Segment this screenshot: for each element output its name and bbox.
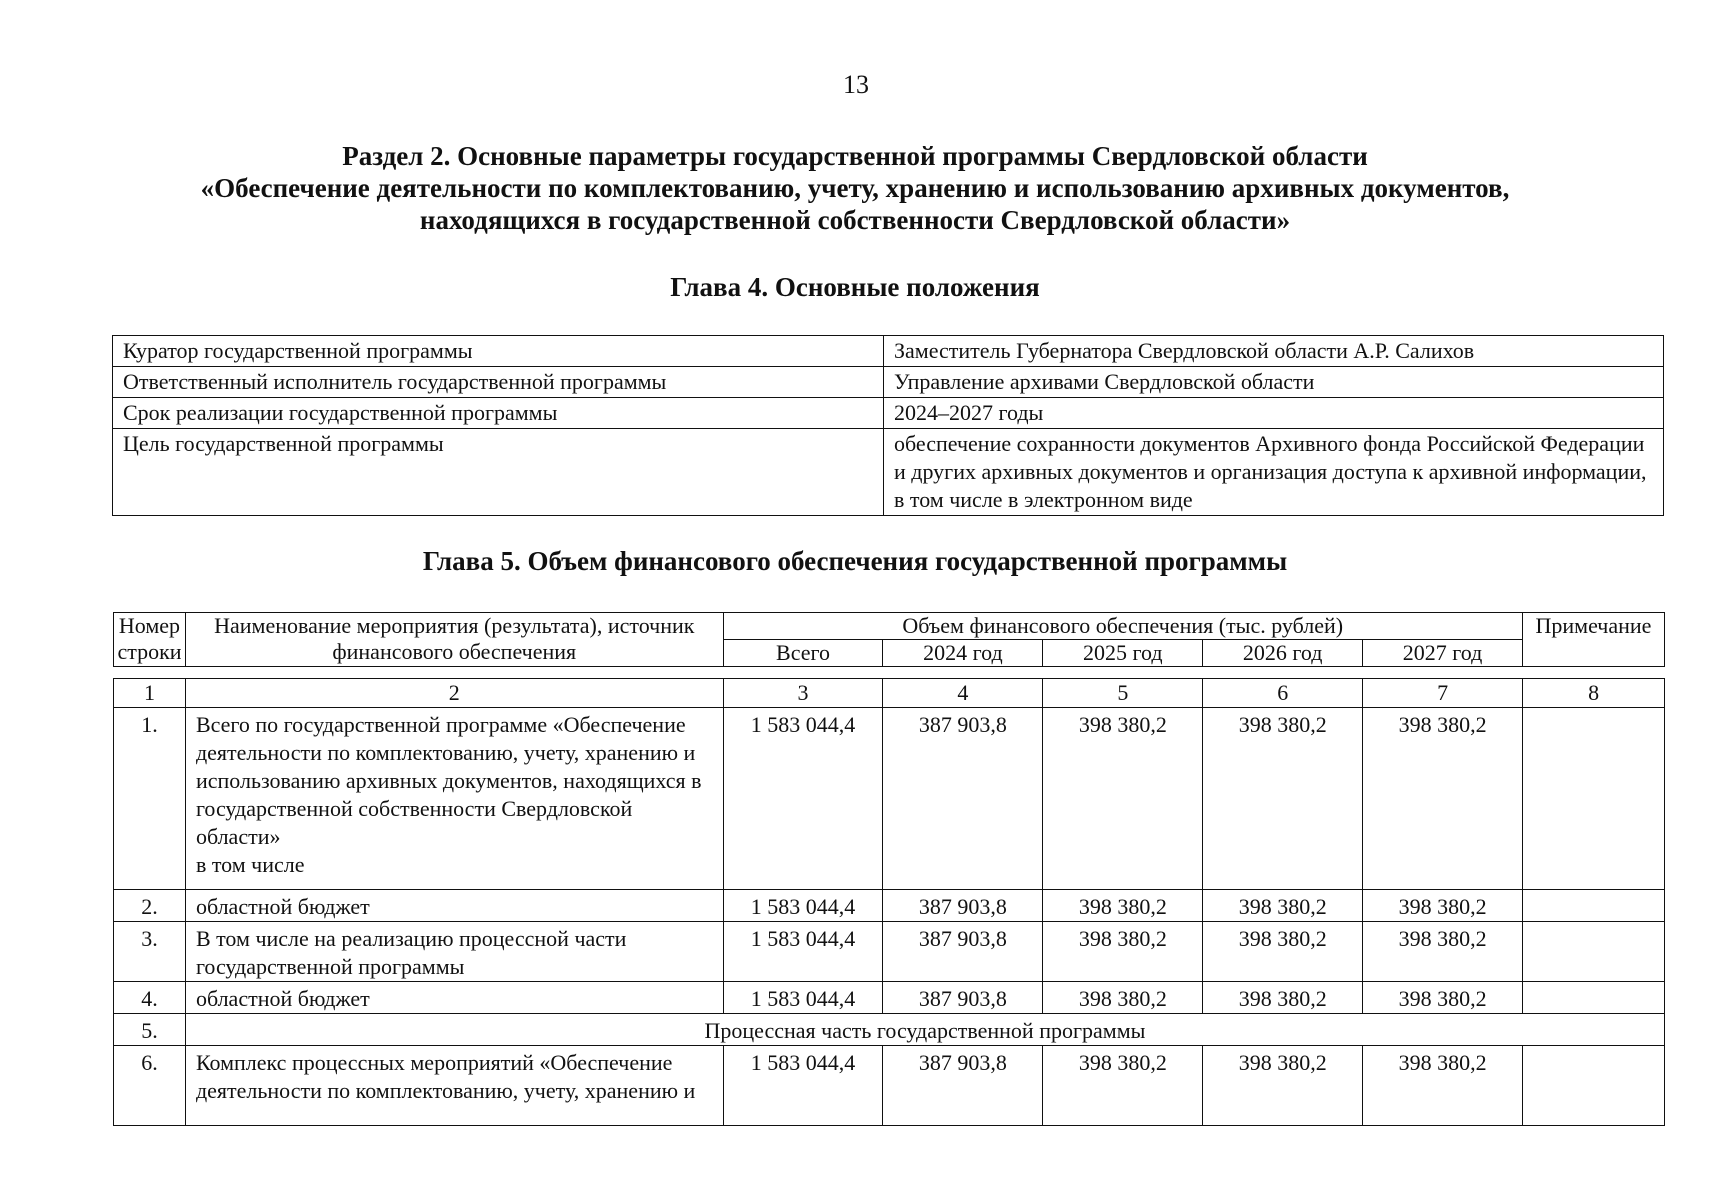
column-numbers-row [114, 679, 1665, 708]
row-number: 3. [114, 922, 186, 982]
section-span-title: Процессная часть государственной программы [185, 1014, 1664, 1046]
provision-value: обеспечение сохранности документов Архивного фонда Российской Федерации и других архивных документов и организация доступа к архивной информации, в том числе в электронном виде [884, 429, 1664, 516]
header-2027: 2027 год [1363, 640, 1523, 667]
provision-label: Цель государственной программы [113, 429, 884, 516]
financing-row [114, 708, 1665, 890]
page-number: 13 [843, 70, 869, 99]
value-total: 1 583 044,4 [723, 922, 883, 982]
row-number: 4. [114, 982, 186, 1014]
financing-row [114, 982, 1665, 1014]
value-y2027: 398 380,2 [1363, 922, 1523, 982]
note [1523, 982, 1665, 1014]
column-number: 7 [1363, 679, 1523, 708]
value-y2027: 398 380,2 [1363, 890, 1523, 922]
header-volume: Объем финансового обеспечения (тыс. рублей) [723, 613, 1522, 640]
financing-row [114, 890, 1665, 922]
note [1523, 1046, 1665, 1126]
value-total: 1 583 044,4 [723, 708, 883, 890]
chapter-4-title: Глава 4. Основные положения [670, 272, 1040, 302]
column-number: 4 [883, 679, 1043, 708]
measure-name-line: областной бюджет [195, 986, 370, 1011]
section-title-line: Раздел 2. Основные параметры государственной программы Свердловской области [342, 141, 1368, 171]
header-2025: 2025 год [1043, 640, 1203, 667]
provision-value: 2024–2027 годы [884, 398, 1664, 429]
value-y2024: 387 903,8 [883, 982, 1043, 1014]
measure-name [185, 708, 723, 890]
value-y2027: 398 380,2 [1363, 982, 1523, 1014]
row-number: 6. [114, 1046, 186, 1126]
value-y2025: 398 380,2 [1043, 1046, 1203, 1126]
value-y2026: 398 380,2 [1203, 890, 1363, 922]
provision-value: Управление архивами Свердловской области [884, 367, 1664, 398]
header-total: Всего [723, 640, 883, 667]
financing-table-header [113, 612, 1665, 667]
measure-name [185, 890, 723, 922]
value-y2025: 398 380,2 [1043, 982, 1203, 1014]
value-y2027: 398 380,2 [1363, 1046, 1523, 1126]
provision-value: Заместитель Губернатора Свердловской области А.Р. Салихов [884, 336, 1664, 367]
note [1523, 890, 1665, 922]
value-y2025: 398 380,2 [1043, 922, 1203, 982]
column-number: 8 [1523, 679, 1665, 708]
column-number: 3 [723, 679, 883, 708]
measure-name-line: областной бюджет [195, 894, 370, 919]
section-title-line: находящихся в государственной собственности Свердловской области» [419, 205, 1291, 235]
financing-row [114, 922, 1665, 982]
value-y2024: 387 903,8 [883, 1046, 1043, 1126]
value-y2025: 398 380,2 [1043, 890, 1203, 922]
value-y2026: 398 380,2 [1203, 922, 1363, 982]
value-y2026: 398 380,2 [1203, 982, 1363, 1014]
provision-row [113, 398, 1664, 429]
measure-name [185, 1046, 723, 1126]
value-y2026: 398 380,2 [1203, 708, 1363, 890]
measure-name-line: В том числе на реализацию процессной части государственной программы [195, 926, 627, 979]
provision-row [113, 336, 1664, 367]
note [1523, 708, 1665, 890]
value-total: 1 583 044,4 [723, 1046, 883, 1126]
header-2026: 2026 год [1203, 640, 1363, 667]
section-title-line: «Обеспечение деятельности по комплектованию, учету, хранению и использованию архивных документов, [200, 173, 1510, 203]
value-y2024: 387 903,8 [883, 922, 1043, 982]
value-y2024: 387 903,8 [883, 708, 1043, 890]
row-number: 5. [114, 1014, 186, 1046]
value-y2025: 398 380,2 [1043, 708, 1203, 890]
note [1523, 922, 1665, 982]
measure-name-line: Всего по государственной программе «Обеспечение деятельности по комплектованию, учету, хранению и использованию архивных документов, находящихся в государственной собственности Свердловской области» [195, 712, 702, 849]
main-provisions-table [112, 335, 1664, 516]
header-row-number: Номер строки [114, 613, 186, 667]
section-title [100, 140, 1610, 236]
column-number: 6 [1203, 679, 1363, 708]
header-2024: 2024 год [883, 640, 1043, 667]
financing-table [113, 678, 1665, 1126]
column-number: 1 [114, 679, 186, 708]
provision-row [113, 367, 1664, 398]
provision-row [113, 429, 1664, 516]
header-note: Примечание [1522, 613, 1664, 667]
financing-row [114, 1046, 1665, 1126]
measure-name [185, 982, 723, 1014]
provision-label: Ответственный исполнитель государственной программы [113, 367, 884, 398]
row-number: 2. [114, 890, 186, 922]
provision-label: Срок реализации государственной программы [113, 398, 884, 429]
column-number: 5 [1043, 679, 1203, 708]
row-number: 1. [114, 708, 186, 890]
measure-name [185, 922, 723, 982]
value-total: 1 583 044,4 [723, 890, 883, 922]
value-y2027: 398 380,2 [1363, 708, 1523, 890]
column-number: 2 [185, 679, 723, 708]
provision-label: Куратор государственной программы [113, 336, 884, 367]
chapter-5-title: Глава 5. Объем финансового обеспечения государственной программы [422, 546, 1288, 576]
value-y2024: 387 903,8 [883, 890, 1043, 922]
value-total: 1 583 044,4 [723, 982, 883, 1014]
value-y2026: 398 380,2 [1203, 1046, 1363, 1126]
measure-name-line: в том числе [195, 852, 305, 877]
measure-name-line: Комплекс процессных мероприятий «Обеспечение деятельности по комплектованию, учету, хранению и [195, 1050, 696, 1103]
header-name: Наименование мероприятия (результата), источник финансового обеспечения [185, 613, 723, 667]
financing-row [114, 1014, 1665, 1046]
